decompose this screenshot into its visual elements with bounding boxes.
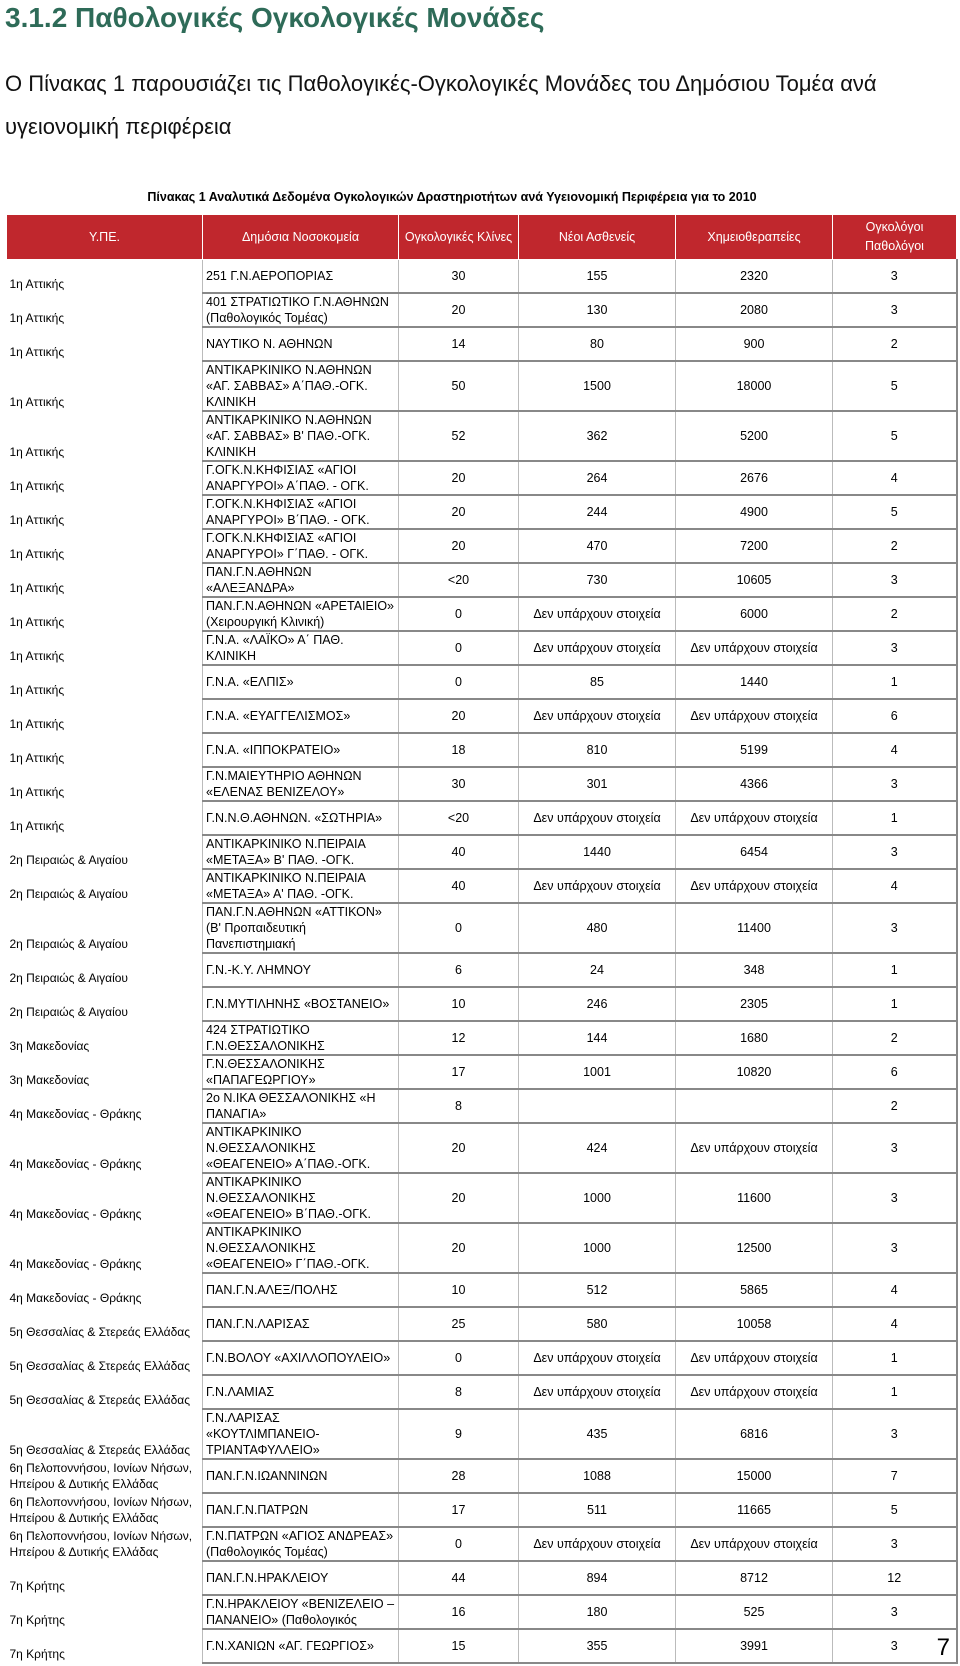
cell-beds: 40 [399, 869, 519, 903]
table-row [7, 953, 957, 987]
cell-hospital: ΠΑΝ.Γ.Ν.ΗΡΑΚΛΕΙΟΥ [203, 1561, 399, 1595]
cell-region: 7η Κρήτης [9, 1647, 65, 1661]
cell-new-patients: 580 [519, 1307, 676, 1341]
table-row [7, 869, 957, 903]
cell-beds: 10 [399, 1273, 519, 1307]
cell-new-patients: Δεν υπάρχουν στοιχεία [519, 1527, 676, 1561]
cell-chemotherapies: 348 [676, 953, 833, 987]
oncology-units-table [6, 214, 958, 1664]
cell-beds: 0 [399, 1341, 519, 1375]
header-hospitals: Δημόσια Νοσοκομεία [203, 215, 399, 260]
table-row [7, 835, 957, 869]
cell-region: 4η Μακεδονίας - Θράκης [9, 1157, 142, 1171]
table-row [7, 1375, 957, 1409]
cell-new-patients: Δεν υπάρχουν στοιχεία [519, 801, 676, 835]
cell-oncologists: 4 [833, 461, 957, 495]
cell-beds: 20 [399, 495, 519, 529]
cell-oncologists: 4 [833, 1273, 957, 1307]
cell-chemotherapies: Δεν υπάρχουν στοιχεία [676, 1123, 833, 1173]
cell-region: 5η Θεσσαλίας & Στερεάς Ελλάδας [9, 1393, 190, 1407]
table-row [7, 733, 957, 767]
cell-new-patients: 810 [519, 733, 676, 767]
cell-region: 1η Αττικής [9, 547, 65, 561]
cell-oncologists: 1 [833, 1341, 957, 1375]
cell-new-patients [519, 1089, 676, 1123]
cell-new-patients: 435 [519, 1409, 676, 1459]
cell-hospital: ΠΑΝ.Γ.Ν.ΛΑΡΙΣΑΣ [203, 1307, 399, 1341]
cell-oncologists: 3 [833, 903, 957, 953]
cell-new-patients: 511 [519, 1493, 676, 1527]
cell-oncologists: 2 [833, 597, 957, 631]
cell-beds: 0 [399, 1527, 519, 1561]
cell-beds: 20 [399, 1223, 519, 1273]
table-row [7, 293, 957, 327]
cell-chemotherapies: Δεν υπάρχουν στοιχεία [676, 699, 833, 733]
cell-region: 4η Μακεδονίας - Θράκης [9, 1257, 142, 1271]
cell-region: 1η Αττικής [9, 445, 65, 459]
cell-beds: 20 [399, 461, 519, 495]
table-row [7, 1021, 957, 1055]
cell-oncologists: 3 [833, 293, 957, 327]
cell-beds: 17 [399, 1055, 519, 1089]
cell-chemotherapies: 1680 [676, 1021, 833, 1055]
cell-oncologists: 4 [833, 1307, 957, 1341]
table-caption: Πίνακας 1 Αναλυτικά Δεδομένα Ογκολογικών Δραστηριοτήτων ανά Υγειονομική Περιφέρεια για το 2010 [147, 190, 757, 204]
cell-hospital: Γ.Ν.Ν.Θ.ΑΘΗΝΩΝ. «ΣΩΤΗΡΙΑ» [203, 801, 399, 835]
cell-hospital: Γ.Ν.Α. «ΕΛΠΙΣ» [203, 665, 399, 699]
cell-beds: 0 [399, 597, 519, 631]
cell-region: 2η Πειραιώς & Αιγαίου [9, 1005, 128, 1019]
cell-new-patients: 144 [519, 1021, 676, 1055]
cell-oncologists: 5 [833, 495, 957, 529]
cell-region: 7η Κρήτης [9, 1613, 65, 1627]
cell-new-patients: 470 [519, 529, 676, 563]
cell-beds: 10 [399, 987, 519, 1021]
cell-new-patients: 1001 [519, 1055, 676, 1089]
cell-hospital: ΠΑΝ.Γ.Ν.ΙΩΑΝΝΙΝΩΝ [203, 1459, 399, 1493]
cell-hospital: ΠΑΝ.Γ.Ν.ΑΛΕΞ/ΠΟΛΗΣ [203, 1273, 399, 1307]
table-row [7, 597, 957, 631]
cell-new-patients: 130 [519, 293, 676, 327]
cell-hospital: 2ο Ν.ΙΚΑ ΘΕΣΣΑΛΟΝΙΚΗΣ «Η ΠΑΝΑΓΙΑ» [203, 1089, 399, 1123]
cell-new-patients: 894 [519, 1561, 676, 1595]
table-row [7, 529, 957, 563]
cell-hospital: Γ.Ν.ΒΟΛΟΥ «ΑΧΙΛΛΟΠΟΥΛΕΙΟ» [203, 1341, 399, 1375]
cell-hospital: 424 ΣΤΡΑΤΙΩΤΙΚΟ Γ.Ν.ΘΕΣΣΑΛΟΝΙΚΗΣ [203, 1021, 399, 1055]
cell-beds: <20 [399, 563, 519, 597]
cell-beds: 20 [399, 1123, 519, 1173]
cell-oncologists: 1 [833, 987, 957, 1021]
cell-chemotherapies: Δεν υπάρχουν στοιχεία [676, 631, 833, 665]
cell-region: 1η Αττικής [9, 479, 65, 493]
cell-new-patients: 730 [519, 563, 676, 597]
cell-hospital: ΑΝΤΙΚΑΡΚΙΝΙΚΟ Ν.ΑΘΗΝΩΝ «ΑΓ. ΣΑΒΒΑΣ» Α΄ΠΑΘ.-ΟΓΚ. ΚΛΙΝΙΚΗ [203, 361, 399, 411]
cell-chemotherapies: 11665 [676, 1493, 833, 1527]
cell-hospital: ΠΑΝ.Γ.Ν.ΑΘΗΝΩΝ «ΑΛΕΞΑΝΔΡΑ» [203, 563, 399, 597]
cell-region: 1η Αττικής [9, 751, 65, 765]
table-row [7, 1307, 957, 1341]
cell-chemotherapies: 900 [676, 327, 833, 361]
cell-beds: 9 [399, 1409, 519, 1459]
header-chemotherapies: Χημειοθεραπείες [676, 215, 833, 260]
cell-oncologists: 3 [833, 1629, 957, 1663]
cell-region: 5η Θεσσαλίας & Στερεάς Ελλάδας [9, 1325, 190, 1339]
header-new-patients: Νέοι Ασθενείς [519, 215, 676, 260]
cell-oncologists: 2 [833, 327, 957, 361]
cell-region: 2η Πειραιώς & Αιγαίου [9, 971, 128, 985]
cell-hospital: Γ.Ν.ΛΑΡΙΣΑΣ «ΚΟΥΤΛΙΜΠΑΝΕΙΟ-ΤΡΙΑΝΤΑΦΥΛΛΕΙΟ» [203, 1409, 399, 1459]
cell-chemotherapies: 5865 [676, 1273, 833, 1307]
cell-oncologists: 3 [833, 631, 957, 665]
cell-chemotherapies: 2080 [676, 293, 833, 327]
table-row [7, 665, 957, 699]
cell-beds: 20 [399, 699, 519, 733]
cell-new-patients: 301 [519, 767, 676, 801]
cell-oncologists: 6 [833, 699, 957, 733]
table-row [7, 1223, 957, 1273]
header-oncologists: Ογκολόγοι Παθολόγοι [833, 215, 957, 260]
page-number: 7 [936, 1634, 950, 1661]
cell-beds: <20 [399, 801, 519, 835]
cell-hospital: ΑΝΤΙΚΑΡΚΙΝΙΚΟ Ν.ΑΘΗΝΩΝ «ΑΓ. ΣΑΒΒΑΣ» Β' ΠΑΘ.-ΟΓΚ. ΚΛΙΝΙΚΗ [203, 411, 399, 461]
cell-beds: 15 [399, 1629, 519, 1663]
cell-region: 1η Αττικής [9, 345, 65, 359]
cell-chemotherapies: Δεν υπάρχουν στοιχεία [676, 1341, 833, 1375]
table-header-row [7, 215, 957, 260]
cell-new-patients: 1500 [519, 361, 676, 411]
cell-hospital: ΝΑΥΤΙΚΟ Ν. ΑΘΗΝΩΝ [203, 327, 399, 361]
cell-oncologists: 3 [833, 1409, 957, 1459]
cell-region: 4η Μακεδονίας - Θράκης [9, 1291, 142, 1305]
cell-region: 1η Αττικής [9, 395, 65, 409]
cell-oncologists: 1 [833, 665, 957, 699]
cell-new-patients: 155 [519, 260, 676, 294]
cell-chemotherapies: 5199 [676, 733, 833, 767]
cell-chemotherapies: 6000 [676, 597, 833, 631]
table-row [7, 1123, 957, 1173]
table-row [7, 563, 957, 597]
cell-oncologists: 5 [833, 1493, 957, 1527]
cell-hospital: Γ.Ν.ΗΡΑΚΛΕΙΟΥ «ΒΕΝΙΖΕΛΕΙΟ – ΠΑΝΑΝΕΙΟ» (Παθολογικός [203, 1595, 399, 1629]
cell-region: 1η Αττικής [9, 819, 65, 833]
cell-beds: 16 [399, 1595, 519, 1629]
cell-chemotherapies: 2305 [676, 987, 833, 1021]
cell-beds: 25 [399, 1307, 519, 1341]
cell-oncologists: 3 [833, 835, 957, 869]
cell-hospital: Γ.Ν.ΠΑΤΡΩΝ «ΑΓΙΟΣ ΑΝΔΡΕΑΣ» (Παθολογικός Τομέας) [203, 1527, 399, 1561]
cell-oncologists: 2 [833, 1089, 957, 1123]
cell-chemotherapies [676, 1089, 833, 1123]
cell-region: 1η Αττικής [9, 615, 65, 629]
table-row [7, 1055, 957, 1089]
cell-new-patients: 1440 [519, 835, 676, 869]
cell-beds: 30 [399, 260, 519, 294]
cell-oncologists: 3 [833, 767, 957, 801]
cell-hospital: Γ.Ν.ΜΑΙΕΥΤΗΡΙΟ ΑΘΗΝΩΝ «ΕΛΕΝΑΣ ΒΕΝΙΖΕΛΟΥ» [203, 767, 399, 801]
cell-region: 4η Μακεδονίας - Θράκης [9, 1107, 142, 1121]
cell-new-patients: 246 [519, 987, 676, 1021]
header-beds: Ογκολογικές Κλίνες [399, 215, 519, 260]
cell-oncologists: 6 [833, 1055, 957, 1089]
cell-oncologists: 3 [833, 1123, 957, 1173]
cell-region: 5η Θεσσαλίας & Στερεάς Ελλάδας [9, 1359, 190, 1373]
cell-chemotherapies: 4900 [676, 495, 833, 529]
cell-chemotherapies: 4366 [676, 767, 833, 801]
cell-hospital: 251 Γ.Ν.ΑΕΡΟΠΟΡΙΑΣ [203, 260, 399, 294]
cell-new-patients: 85 [519, 665, 676, 699]
cell-beds: 20 [399, 293, 519, 327]
cell-region: 6η Πελοποννήσου, Ιονίων Νήσων, Ηπείρου & Δυτικής Ελλάδας [9, 1461, 193, 1491]
table-row [7, 1341, 957, 1375]
cell-hospital: Γ.Ν.Α. «ΙΠΠΟΚΡΑΤΕΙΟ» [203, 733, 399, 767]
cell-region: 2η Πειραιώς & Αιγαίου [9, 937, 128, 951]
table-row [7, 1595, 957, 1629]
cell-hospital: Γ.Ν.ΛΑΜΙΑΣ [203, 1375, 399, 1409]
table-row [7, 987, 957, 1021]
table-row [7, 1089, 957, 1123]
cell-new-patients: 424 [519, 1123, 676, 1173]
cell-new-patients: Δεν υπάρχουν στοιχεία [519, 597, 676, 631]
cell-new-patients: 1000 [519, 1173, 676, 1223]
cell-new-patients: Δεν υπάρχουν στοιχεία [519, 1341, 676, 1375]
cell-hospital: ΠΑΝ.Γ.Ν.ΑΘΗΝΩΝ «ΑΡΕΤΑΙΕΙΟ» (Χειρουργική Κλινική) [203, 597, 399, 631]
cell-region: 2η Πειραιώς & Αιγαίου [9, 887, 128, 901]
table-row [7, 1273, 957, 1307]
cell-new-patients: 1088 [519, 1459, 676, 1493]
cell-oncologists: 3 [833, 563, 957, 597]
cell-chemotherapies: 3991 [676, 1629, 833, 1663]
cell-new-patients: 1000 [519, 1223, 676, 1273]
cell-new-patients: Δεν υπάρχουν στοιχεία [519, 1375, 676, 1409]
cell-beds: 12 [399, 1021, 519, 1055]
cell-hospital: ΑΝΤΙΚΑΡΚΙΝΙΚΟ Ν.ΠΕΙΡΑΙΑ «ΜΕΤΑΞΑ» Β' ΠΑΘ. -ΟΓΚ. [203, 835, 399, 869]
cell-beds: 8 [399, 1089, 519, 1123]
table-row [7, 801, 957, 835]
cell-chemotherapies: 525 [676, 1595, 833, 1629]
cell-beds: 20 [399, 529, 519, 563]
cell-chemotherapies: 7200 [676, 529, 833, 563]
cell-hospital: ΠΑΝ.Γ.Ν.ΠΑΤΡΩΝ [203, 1493, 399, 1527]
cell-new-patients: 244 [519, 495, 676, 529]
cell-oncologists: 2 [833, 529, 957, 563]
cell-region: 5η Θεσσαλίας & Στερεάς Ελλάδας [9, 1443, 190, 1457]
cell-chemotherapies: Δεν υπάρχουν στοιχεία [676, 869, 833, 903]
cell-beds: 50 [399, 361, 519, 411]
cell-hospital: ΠΑΝ.Γ.Ν.ΑΘΗΝΩΝ «ΑΤΤΙΚΟΝ» (Β' Προπαιδευτική Πανεπιστημιακή [203, 903, 399, 953]
table-row [7, 411, 957, 461]
cell-region: 1η Αττικής [9, 513, 65, 527]
cell-region: 4η Μακεδονίας - Θράκης [9, 1207, 142, 1221]
cell-beds: 8 [399, 1375, 519, 1409]
header-region: Υ.ΠΕ. [7, 215, 203, 260]
cell-region: 1η Αττικής [9, 581, 65, 595]
table-row [7, 461, 957, 495]
cell-region: 3η Μακεδονίας [9, 1073, 90, 1087]
cell-region: 7η Κρήτης [9, 1579, 65, 1593]
cell-oncologists: 1 [833, 801, 957, 835]
cell-new-patients: 512 [519, 1273, 676, 1307]
cell-oncologists: 7 [833, 1459, 957, 1493]
cell-hospital: Γ.Ν.ΧΑΝΙΩΝ «ΑΓ. ΓΕΩΡΓΙΟΣ» [203, 1629, 399, 1663]
cell-region: 1η Αττικής [9, 277, 65, 291]
cell-beds: 17 [399, 1493, 519, 1527]
cell-new-patients: 355 [519, 1629, 676, 1663]
cell-oncologists: 1 [833, 953, 957, 987]
table-row [7, 699, 957, 733]
cell-beds: 28 [399, 1459, 519, 1493]
cell-region: 2η Πειραιώς & Αιγαίου [9, 853, 128, 867]
section-title: 3.1.2 Παθολογικές Ογκολογικές Μονάδες [5, 2, 545, 33]
cell-beds: 0 [399, 665, 519, 699]
cell-hospital: ΑΝΤΙΚΑΡΚΙΝΙΚΟ Ν.ΘΕΣΣΑΛΟΝΙΚΗΣ «ΘΕΑΓΕΝΕΙΟ» Γ΄ΠΑΘ.-ΟΓΚ. [203, 1223, 399, 1273]
table-row [7, 260, 957, 294]
cell-chemotherapies: 2320 [676, 260, 833, 294]
cell-chemotherapies: Δεν υπάρχουν στοιχεία [676, 1375, 833, 1409]
cell-chemotherapies: Δεν υπάρχουν στοιχεία [676, 1527, 833, 1561]
cell-beds: 14 [399, 327, 519, 361]
cell-oncologists: 5 [833, 411, 957, 461]
cell-oncologists: 3 [833, 1595, 957, 1629]
cell-oncologists: 12 [833, 1561, 957, 1595]
cell-new-patients: Δεν υπάρχουν στοιχεία [519, 869, 676, 903]
table-row [7, 1629, 957, 1663]
cell-chemotherapies: 10605 [676, 563, 833, 597]
cell-hospital: ΑΝΤΙΚΑΡΚΙΝΙΚΟ Ν.ΠΕΙΡΑΙΑ «ΜΕΤΑΞΑ» Α' ΠΑΘ. -ΟΓΚ. [203, 869, 399, 903]
table-row [7, 767, 957, 801]
cell-chemotherapies: 5200 [676, 411, 833, 461]
cell-chemotherapies: 1440 [676, 665, 833, 699]
cell-oncologists: 4 [833, 733, 957, 767]
cell-region: 1η Αττικής [9, 311, 65, 325]
cell-chemotherapies: 6454 [676, 835, 833, 869]
cell-region: 1η Αττικής [9, 785, 65, 799]
cell-hospital: ΑΝΤΙΚΑΡΚΙΝΙΚΟ Ν.ΘΕΣΣΑΛΟΝΙΚΗΣ «ΘΕΑΓΕΝΕΙΟ» Α΄ΠΑΘ.-ΟΓΚ. [203, 1123, 399, 1173]
cell-chemotherapies: 10820 [676, 1055, 833, 1089]
table-row [7, 1527, 957, 1561]
cell-oncologists: 1 [833, 1375, 957, 1409]
cell-hospital: Γ.Ν.Α. «ΛΑΪΚΟ» Α΄ ΠΑΘ. ΚΛΙΝΙΚΗ [203, 631, 399, 665]
cell-hospital: Γ.ΟΓΚ.Ν.ΚΗΦΙΣΙΑΣ «ΑΓΙΟΙ ΑΝΑΡΓΥΡΟΙ» Α΄ΠΑΘ. - ΟΓΚ. [203, 461, 399, 495]
cell-new-patients: 180 [519, 1595, 676, 1629]
cell-beds: 44 [399, 1561, 519, 1595]
cell-chemotherapies: 15000 [676, 1459, 833, 1493]
cell-new-patients: 264 [519, 461, 676, 495]
cell-chemotherapies: 18000 [676, 361, 833, 411]
cell-oncologists: 3 [833, 1223, 957, 1273]
table-row [7, 1561, 957, 1595]
cell-chemotherapies: 6816 [676, 1409, 833, 1459]
cell-new-patients: 362 [519, 411, 676, 461]
cell-beds: 52 [399, 411, 519, 461]
cell-beds: 18 [399, 733, 519, 767]
cell-beds: 30 [399, 767, 519, 801]
table-row [7, 495, 957, 529]
cell-chemotherapies: 11400 [676, 903, 833, 953]
cell-beds: 6 [399, 953, 519, 987]
cell-beds: 0 [399, 903, 519, 953]
cell-new-patients: Δεν υπάρχουν στοιχεία [519, 631, 676, 665]
cell-region: 1η Αττικής [9, 649, 65, 663]
cell-beds: 0 [399, 631, 519, 665]
cell-new-patients: 480 [519, 903, 676, 953]
cell-beds: 40 [399, 835, 519, 869]
cell-region: 6η Πελοποννήσου, Ιονίων Νήσων, Ηπείρου & Δυτικής Ελλάδας [9, 1495, 193, 1525]
cell-chemotherapies: 10058 [676, 1307, 833, 1341]
cell-chemotherapies: 11600 [676, 1173, 833, 1223]
intro-paragraph: Ο Πίνακας 1 παρουσιάζει τις Παθολογικές-Ογκολογικές Μονάδες του Δημόσιου Τομέα ανά υγειονομική περιφέρεια [5, 71, 877, 139]
cell-region: 1η Αττικής [9, 717, 65, 731]
cell-chemotherapies: Δεν υπάρχουν στοιχεία [676, 801, 833, 835]
cell-new-patients: Δεν υπάρχουν στοιχεία [519, 699, 676, 733]
table-row [7, 361, 957, 411]
cell-beds: 20 [399, 1173, 519, 1223]
cell-oncologists: 3 [833, 1527, 957, 1561]
table-row [7, 327, 957, 361]
cell-hospital: Γ.ΟΓΚ.Ν.ΚΗΦΙΣΙΑΣ «ΑΓΙΟΙ ΑΝΑΡΓΥΡΟΙ» Γ΄ΠΑΘ. - ΟΓΚ. [203, 529, 399, 563]
cell-chemotherapies: 2676 [676, 461, 833, 495]
cell-oncologists: 3 [833, 1173, 957, 1223]
table-row [7, 903, 957, 953]
cell-hospital: Γ.Ν.ΜΥΤΙΛΗΝΗΣ «ΒΟΣΤΑΝΕΙΟ» [203, 987, 399, 1021]
cell-hospital: 401 ΣΤΡΑΤΙΩΤΙΚΟ Γ.Ν.ΑΘΗΝΩΝ (Παθολογικός Τομέας) [203, 293, 399, 327]
cell-hospital: Γ.Ν.ΘΕΣΣΑΛΟΝΙΚΗΣ «ΠΑΠΑΓΕΩΡΓΙΟΥ» [203, 1055, 399, 1089]
table-row [7, 631, 957, 665]
cell-oncologists: 2 [833, 1021, 957, 1055]
cell-region: 6η Πελοποννήσου, Ιονίων Νήσων, Ηπείρου & Δυτικής Ελλάδας [9, 1529, 193, 1559]
cell-hospital: ΑΝΤΙΚΑΡΚΙΝΙΚΟ Ν.ΘΕΣΣΑΛΟΝΙΚΗΣ «ΘΕΑΓΕΝΕΙΟ» Β΄ΠΑΘ.-ΟΓΚ. [203, 1173, 399, 1223]
cell-hospital: Γ.Ν.-Κ.Υ. ΛΗΜΝΟΥ [203, 953, 399, 987]
cell-new-patients: 80 [519, 327, 676, 361]
cell-hospital: Γ.ΟΓΚ.Ν.ΚΗΦΙΣΙΑΣ «ΑΓΙΟΙ ΑΝΑΡΓΥΡΟΙ» Β΄ΠΑΘ. - ΟΓΚ. [203, 495, 399, 529]
cell-region: 1η Αττικής [9, 683, 65, 697]
cell-region: 3η Μακεδονίας [9, 1039, 90, 1053]
cell-oncologists: 4 [833, 869, 957, 903]
table-row [7, 1459, 957, 1493]
cell-chemotherapies: 12500 [676, 1223, 833, 1273]
cell-hospital: Γ.Ν.Α. «ΕΥΑΓΓΕΛΙΣΜΟΣ» [203, 699, 399, 733]
cell-oncologists: 5 [833, 361, 957, 411]
cell-new-patients: 24 [519, 953, 676, 987]
cell-chemotherapies: 8712 [676, 1561, 833, 1595]
table-row [7, 1409, 957, 1459]
table-row [7, 1493, 957, 1527]
cell-oncologists: 3 [833, 260, 957, 294]
table-row [7, 1173, 957, 1223]
